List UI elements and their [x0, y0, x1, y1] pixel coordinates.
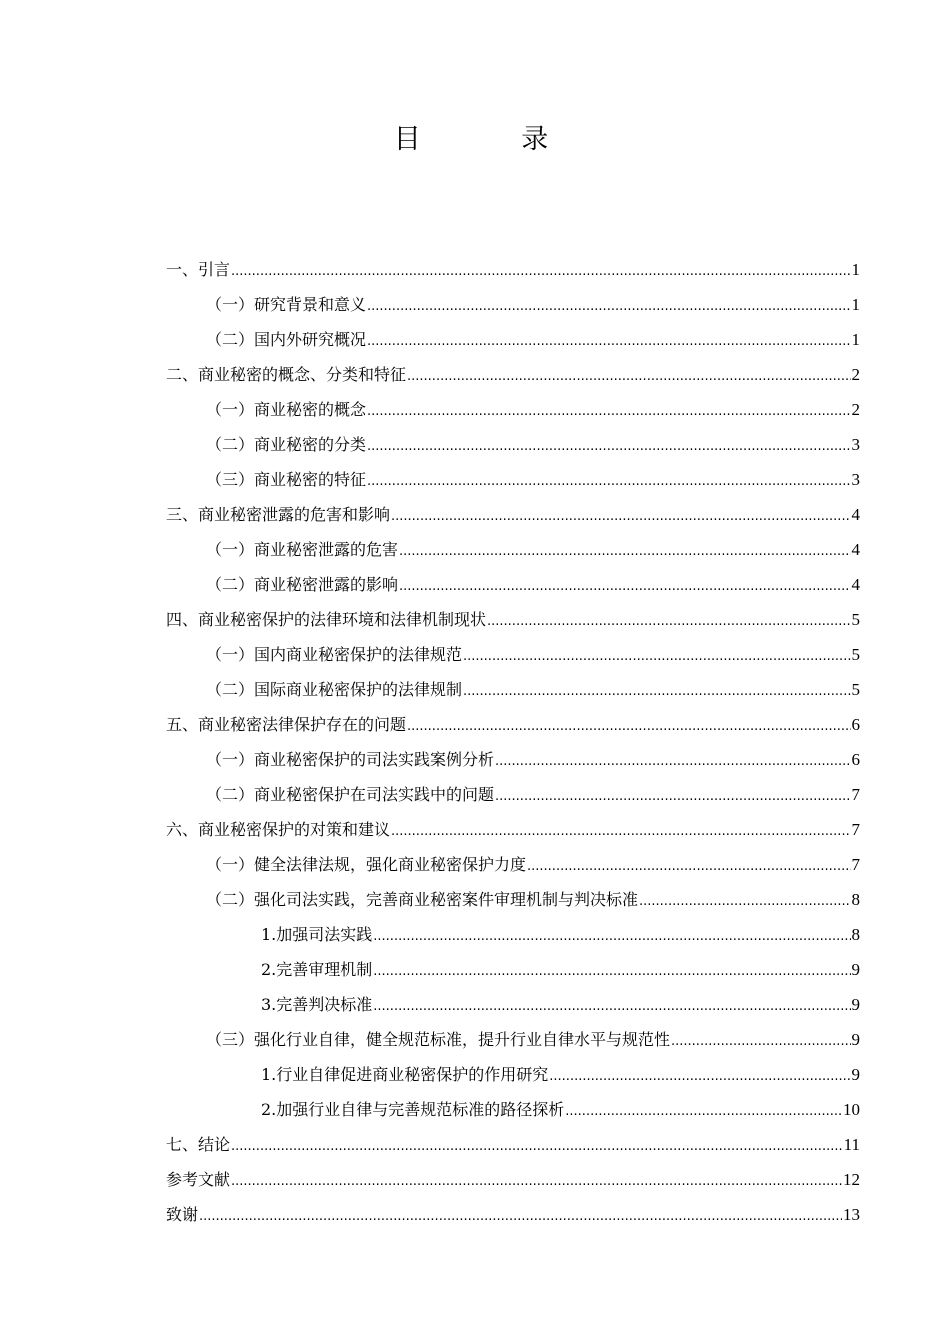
toc-entry-label: （一）商业秘密的概念 — [206, 400, 367, 419]
toc-entry-page-number: 9 — [851, 960, 860, 979]
toc-entry-page-number: 2 — [851, 365, 860, 384]
dot-leader — [671, 1024, 850, 1059]
toc-entry[interactable] — [166, 532, 860, 567]
toc-entry[interactable] — [166, 1057, 860, 1092]
toc-entry-label: （二）国际商业秘密保护的法律规制 — [206, 680, 463, 699]
dot-leader — [407, 709, 850, 744]
toc-entry[interactable] — [166, 1197, 860, 1232]
dot-leader — [391, 499, 850, 534]
toc-entry-label: （一）商业秘密泄露的危害 — [206, 540, 399, 559]
toc-entry-page-number: 3 — [851, 470, 860, 489]
toc-entry-page-number: 5 — [851, 610, 860, 629]
dot-leader — [367, 429, 850, 464]
toc-entry-page-number: 9 — [851, 1065, 860, 1084]
toc-entry-label: （三）强化行业自律，健全规范标准，提升行业自律水平与规范性 — [206, 1030, 671, 1049]
dot-leader — [527, 849, 850, 884]
toc-entry[interactable] — [166, 1162, 860, 1197]
toc-entry[interactable] — [166, 462, 860, 497]
toc-entry-page-number: 6 — [851, 715, 860, 734]
toc-entry-label: 1.加强司法实践 — [261, 925, 373, 944]
dot-leader — [463, 639, 850, 674]
dot-leader — [231, 1164, 842, 1199]
toc-entry-page-number: 4 — [851, 505, 860, 524]
toc-entry-page-number: 7 — [851, 855, 860, 874]
toc-entry[interactable] — [166, 742, 860, 777]
toc-entry-page-number: 3 — [851, 435, 860, 454]
dot-leader — [367, 324, 850, 359]
dot-leader — [399, 534, 850, 569]
dot-leader — [549, 1059, 850, 1094]
toc-entry-page-number: 4 — [851, 575, 860, 594]
toc-entry-label: （二）商业秘密泄露的影响 — [206, 575, 399, 594]
toc-entry-label: 一、引言 — [166, 260, 231, 279]
toc-entry[interactable] — [166, 602, 860, 637]
toc-entry-label: （二）强化司法实践，完善商业秘密案件审理机制与判决标准 — [206, 890, 639, 909]
toc-entry-label: 七、结论 — [166, 1135, 231, 1154]
dot-leader — [407, 359, 850, 394]
toc-entry[interactable] — [166, 357, 860, 392]
dot-leader — [199, 1199, 842, 1234]
dot-leader — [367, 464, 850, 499]
dot-leader — [231, 1129, 843, 1164]
toc-entry-label: 2.加强行业自律与完善规范标准的路径探析 — [261, 1100, 565, 1119]
toc-entry-label: （二）商业秘密保护在司法实践中的问题 — [206, 785, 495, 804]
toc-entry[interactable] — [166, 812, 860, 847]
dot-leader — [373, 954, 850, 989]
toc-entry[interactable] — [166, 917, 860, 952]
toc-entry-label: （一）研究背景和意义 — [206, 295, 367, 314]
toc-entry-label: 致谢 — [166, 1205, 199, 1224]
toc-entry[interactable] — [166, 1127, 860, 1162]
toc-entry[interactable] — [166, 392, 860, 427]
toc-entry-label: （一）国内商业秘密保护的法律规范 — [206, 645, 463, 664]
dot-leader — [367, 289, 850, 324]
toc-entry-page-number: 7 — [851, 785, 860, 804]
toc-entry[interactable] — [166, 707, 860, 742]
toc-entry-page-number: 5 — [851, 645, 860, 664]
toc-entry-label: （一）健全法律法规，强化商业秘密保护力度 — [206, 855, 527, 874]
dot-leader — [391, 814, 850, 849]
toc-entry-label: 五、商业秘密法律保护存在的问题 — [166, 715, 407, 734]
toc-entry-page-number: 11 — [843, 1135, 860, 1154]
toc-entry-page-number: 13 — [843, 1205, 860, 1224]
toc-entry-page-number: 9 — [851, 1030, 860, 1049]
toc-entry[interactable] — [166, 952, 860, 987]
toc-entry[interactable] — [166, 637, 860, 672]
page-title: 目 录 — [393, 124, 595, 155]
toc-entry[interactable] — [166, 252, 860, 287]
toc-entry-label: （一）商业秘密保护的司法实践案例分析 — [206, 750, 495, 769]
toc-entry-page-number: 4 — [851, 540, 860, 559]
dot-leader — [399, 569, 850, 604]
toc-entry-page-number: 8 — [851, 890, 860, 909]
toc-entry-page-number: 7 — [851, 820, 860, 839]
dot-leader — [487, 604, 850, 639]
toc-entry-page-number: 9 — [851, 995, 860, 1014]
toc-entry-label: （二）商业秘密的分类 — [206, 435, 367, 454]
toc-entry-page-number: 12 — [843, 1170, 860, 1189]
toc-entry[interactable] — [166, 497, 860, 532]
dot-leader — [373, 919, 850, 954]
toc-entry-page-number: 2 — [851, 400, 860, 419]
dot-leader — [367, 394, 850, 429]
toc-entry[interactable] — [166, 987, 860, 1022]
toc-entry[interactable] — [166, 847, 860, 882]
toc-entry[interactable] — [166, 672, 860, 707]
toc-entry-label: 三、商业秘密泄露的危害和影响 — [166, 505, 391, 524]
dot-leader — [231, 254, 850, 289]
toc-entry-label: 3.完善判决标准 — [261, 995, 373, 1014]
toc-entry-page-number: 1 — [851, 295, 860, 314]
toc-entry[interactable] — [166, 287, 860, 322]
toc-entry[interactable] — [166, 322, 860, 357]
toc-entry-page-number: 8 — [851, 925, 860, 944]
toc-entry-page-number: 6 — [851, 750, 860, 769]
table-of-contents — [166, 252, 860, 1232]
toc-entry[interactable] — [166, 567, 860, 602]
toc-entry-label: 四、商业秘密保护的法律环境和法律机制现状 — [166, 610, 487, 629]
dot-leader — [495, 744, 850, 779]
toc-entry-label: 参考文献 — [166, 1170, 231, 1189]
toc-entry[interactable] — [166, 1092, 860, 1127]
toc-entry-label: 2.完善审理机制 — [261, 960, 373, 979]
dot-leader — [565, 1094, 842, 1129]
dot-leader — [373, 989, 850, 1024]
toc-entry-page-number: 5 — [851, 680, 860, 699]
dot-leader — [463, 674, 850, 709]
dot-leader — [495, 779, 850, 814]
toc-entry-label: （二）国内外研究概况 — [206, 330, 367, 349]
toc-entry-label: 二、商业秘密的概念、分类和特征 — [166, 365, 407, 384]
toc-entry[interactable] — [166, 882, 860, 917]
toc-entry-page-number: 10 — [843, 1100, 860, 1119]
toc-entry-label: 1.行业自律促进商业秘密保护的作用研究 — [261, 1065, 549, 1084]
toc-entry[interactable] — [166, 1022, 860, 1057]
toc-entry[interactable] — [166, 427, 860, 462]
toc-entry-label: 六、商业秘密保护的对策和建议 — [166, 820, 391, 839]
toc-entry-label: （三）商业秘密的特征 — [206, 470, 367, 489]
toc-entry-page-number: 1 — [851, 330, 860, 349]
toc-entry[interactable] — [166, 777, 860, 812]
dot-leader — [639, 884, 850, 919]
toc-entry-page-number: 1 — [851, 260, 860, 279]
